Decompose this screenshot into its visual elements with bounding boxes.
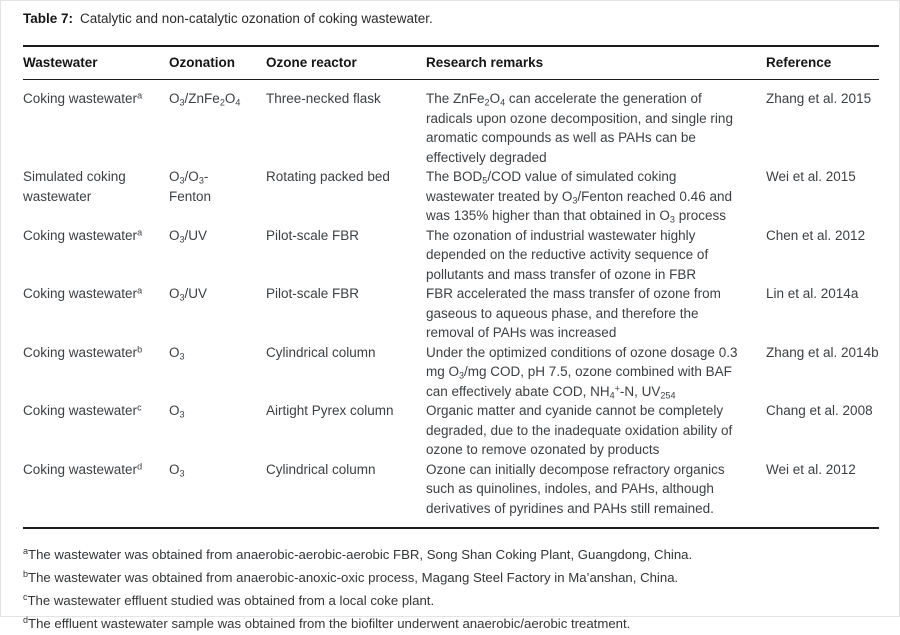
table-caption-text: Catalytic and non-catalytic ozonation of coking wastewater. (80, 11, 433, 26)
cell-research-remarks: Under the optimized conditions of ozone dosage 0.3 mg $O_3/mg$ COD, pH 7.5, ozone combined with BAF can effectively abate COD, $NH_4^+-N$, $UV_{254}$ (426, 344, 738, 401)
cell-ozonation: $O_3$ (169, 461, 185, 479)
table-caption (23, 10, 877, 28)
footnote-text: The wastewater was obtained from anaerobic-anoxic-oxic process, Magang Steel Factory in Ma’anshan, China. (28, 570, 679, 585)
cell-ozone-reactor: Pilot-scale FBR (266, 286, 360, 301)
cell-reference: Wei et al. 2012 (766, 461, 856, 477)
cell-research-remarks: Ozone can initially decompose refractory organics such as quinolines, indoles, and PAHs, although derivatives of pyridines and PAHs still remained. (426, 461, 725, 516)
cell-wastewater: Simulated coking wastewater (23, 169, 126, 204)
cell-ozone-reactor: Cylindrical column (266, 344, 376, 360)
cell-ozone-reactor: Three-necked flask (266, 91, 381, 106)
cell-ozonation: $O_3/ZnFe_2O_4$ (169, 91, 241, 108)
cell-wastewater: Coking wastewater$^a$ (23, 90, 143, 106)
cell-research-remarks: The ozonation of industrial wastewater highly depended on the reductive activity sequence of pollutants and mass transfer of ozone in FBR (426, 227, 709, 282)
cell-wastewater: Coking wastewater$^b$ (23, 343, 143, 360)
cell-ozone-reactor: Airtight Pyrex column (266, 403, 394, 418)
table-row (23, 226, 879, 285)
col-header-ozone-reactor: Ozone reactor (266, 46, 426, 80)
cell-ozonation: $O_3/UV$ (169, 286, 208, 303)
table-row (23, 80, 879, 168)
ozonation-table (23, 45, 879, 529)
col-header-wastewater: Wastewater (23, 46, 169, 80)
table-row (23, 401, 879, 460)
table-row (23, 167, 879, 226)
col-header-reference: Reference (766, 46, 879, 80)
cell-wastewater: Coking wastewater$^d$ (23, 460, 143, 477)
cell-reference: Wei et al. 2015 (766, 169, 856, 184)
cell-wastewater: Coking wastewater$^a$ (23, 285, 143, 301)
cell-reference: Chang et al. 2008 (766, 403, 873, 418)
footnote (23, 589, 877, 612)
cell-research-remarks: The $BOD_5$/COD value of simulated coking wastewater treated by $O_3$/Fenton reached 0.46 and was 135% higher than that obtained in $O_3$ process (426, 169, 732, 225)
table-row (23, 284, 879, 343)
header-row (23, 46, 879, 80)
footnote-marker: b (23, 569, 29, 580)
footnote-marker: d (23, 615, 29, 626)
col-header-ozonation: Ozonation (169, 46, 266, 80)
cell-reference: Lin et al. 2014a (766, 286, 859, 301)
footnote-text: The wastewater was obtained from anaerobic-aerobic-aerobic FBR, Song Shan Coking Plant, Guangdong, China. (28, 547, 693, 562)
cell-reference: Zhang et al. 2015 (766, 91, 872, 106)
cell-ozonation: $O_3$ (169, 403, 185, 420)
footnote-text: The wastewater effluent studied was obtained from a local coke plant. (27, 593, 435, 608)
cell-ozone-reactor: Pilot-scale FBR (266, 227, 360, 243)
col-header-research-remarks: Research remarks (426, 46, 766, 80)
footnote-marker: c (23, 592, 28, 603)
footnotes (23, 543, 877, 635)
cell-research-remarks: Organic matter and cyanide cannot be completely degraded, due to the inadequate oxidation ability of ozone to remove ozonated by products (426, 403, 733, 457)
cell-reference: Zhang et al. 2014b (766, 344, 879, 360)
cell-ozonation: $O_3/UV$ (169, 227, 208, 245)
cell-reference: Chen et al. 2012 (766, 227, 866, 243)
cell-wastewater: Coking wastewater$^a$ (23, 226, 143, 243)
table-caption-label: Table 7: (23, 11, 74, 26)
footnote-marker: a (23, 546, 29, 557)
cell-ozonation: $O_3$ (169, 344, 185, 362)
footnote (23, 566, 877, 589)
cell-ozonation: $O_3/O_3$-Fenton (169, 169, 212, 204)
table-row (23, 460, 879, 529)
cell-wastewater: Coking wastewater$^c$ (23, 402, 142, 418)
cell-research-remarks: The $ZnFe_2O_4$ can accelerate the generation of radicals upon ozone decomposition, and single ring aromatic compounds as well as PAHs can be effectively degraded (426, 91, 733, 165)
footnote (23, 543, 877, 566)
cell-ozone-reactor: Cylindrical column (266, 461, 376, 477)
cell-research-remarks: FBR accelerated the mass transfer of ozone from gaseous to aqueous phase, and therefore the removal of PAHs was increased (426, 286, 721, 340)
footnote-text: The effluent wastewater sample was obtained from the biofilter underwent anaerobic/aerobic treatment. (28, 616, 631, 631)
table-row (23, 343, 879, 402)
footnote (23, 612, 877, 635)
cell-ozone-reactor: Rotating packed bed (266, 169, 390, 184)
